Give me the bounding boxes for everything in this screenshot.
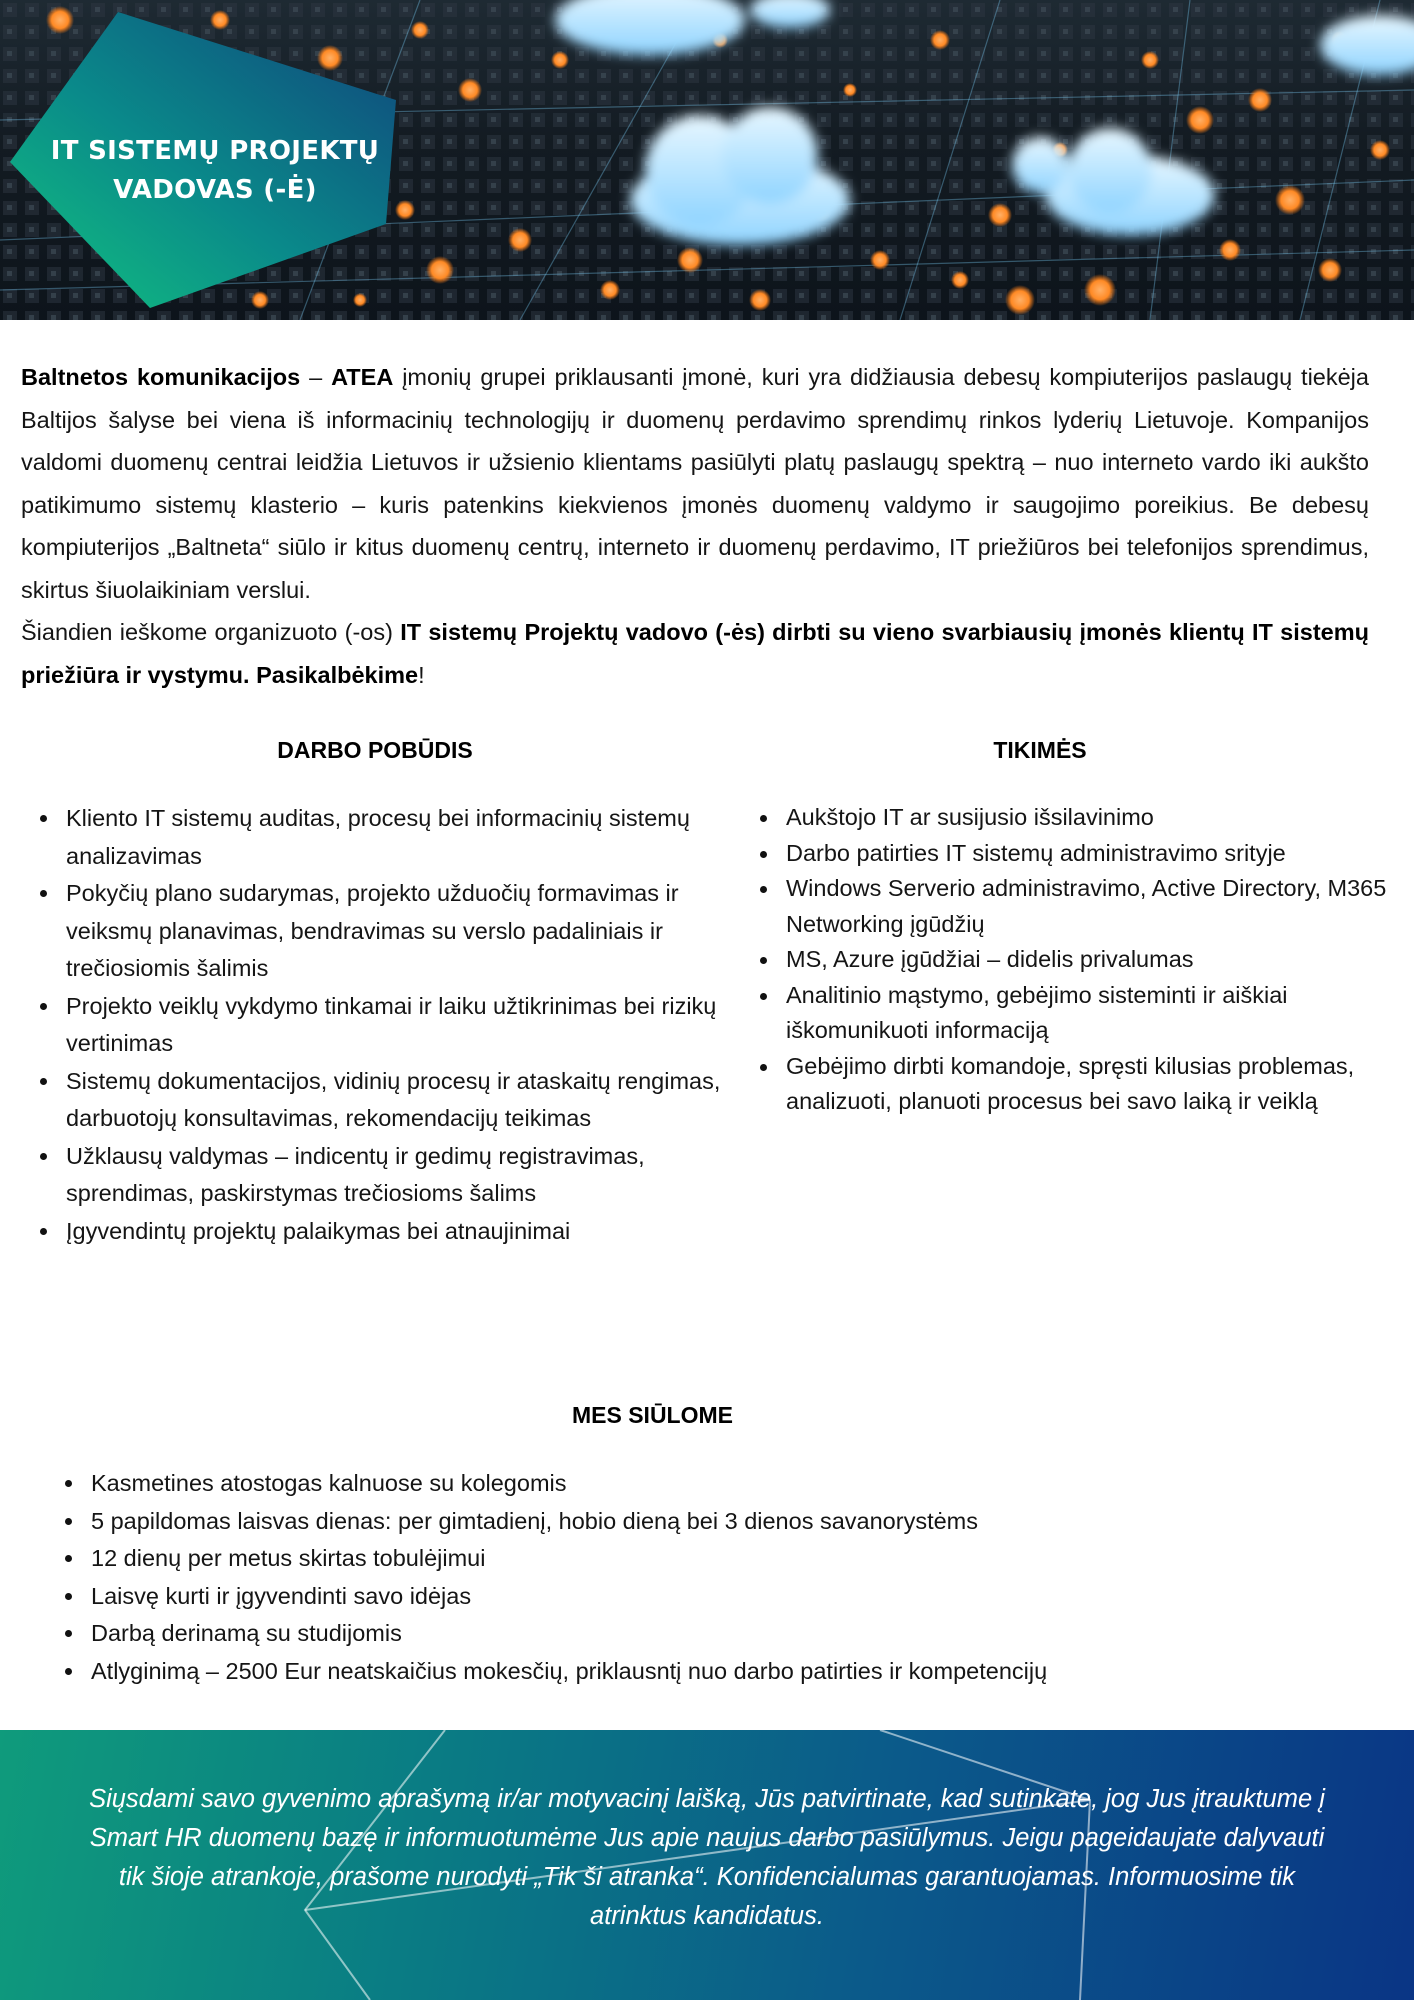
expectations-list xyxy=(750,800,1390,1120)
title-line-2: VADOVAS (-Ė) xyxy=(113,175,317,205)
list-item: 5 papildomas laisvas dienas: per gimtadienį, hobio dieną bei 3 dienos savanorystėms xyxy=(55,1503,1355,1541)
list-item: Analitinio mąstymo, gebėjimo sisteminti ir aiškiai iškomunikuoti informaciją xyxy=(750,978,1390,1049)
list-item: Gebėjimo dirbti komandoje, spręsti kilusias problemas, analizuoti, planuoti procesus bei savo laiką ir veiklą xyxy=(750,1049,1390,1120)
list-item: Kasmetines atostogas kalnuose su kolegomis xyxy=(55,1465,1355,1503)
privacy-notice: Siųsdami savo gyvenimo aprašymą ir/ar motyvacinį laišką, Jūs patvirtinate, kad sutinkate, jog Jus įtrauktume į Smart HR duomenų bazę ir informuotumėme Jus apie naujus darbo pasiūlymus. Jeigu pageidaujate dalyvauti tik šioje atrankoje, prašome nurodyti „Tik ši atranka“. Konfidencialumas garantuojamas. Informuosime tik atrinktus kandidatus. xyxy=(89,1785,1325,1930)
list-item: Projekto veiklų vykdymo tinkamai ir laiku užtikrinimas bei rizikų vertinimas xyxy=(30,988,730,1063)
list-item: Darbą derinamą su studijomis xyxy=(55,1615,1355,1653)
list-item: Laisvę kurti ir įgyvendinti savo idėjas xyxy=(55,1578,1355,1616)
offer-list xyxy=(55,1465,1355,1690)
group-name: ATEA xyxy=(331,364,394,390)
hero-banner xyxy=(0,0,1414,320)
list-item: Pokyčių plano sudarymas, projekto užduočių formavimas ir veiksmų planavimas, bendravimas su verslo padaliniais ir trečiosiomis šalimis xyxy=(30,875,730,988)
list-item: Užklausų valdymas – indicentų ir gedimų registravimas, sprendimas, paskirstymas trečiosioms šalims xyxy=(30,1138,730,1213)
job-title-badge xyxy=(10,12,396,308)
list-item: Windows Serverio administravimo, Active Directory, M365 Networking įgūdžių xyxy=(750,871,1390,942)
page-title xyxy=(40,132,390,210)
list-item: MS, Azure įgūdžiai – didelis privalumas xyxy=(750,942,1390,978)
work-nature-heading: DARBO POBŪDIS xyxy=(277,737,473,763)
role-description: IT sistemų Projektų vadovo (-ės) dirbti su vieno svarbiausių įmonės klientų IT sistemų priežiūra ir vystymu. Pasikalbėkime xyxy=(21,619,1369,688)
list-item: Darbo patirties IT sistemų administravimo srityje xyxy=(750,836,1390,872)
list-item: Kliento IT sistemų auditas, procesų bei informacinių sistemų analizavimas xyxy=(30,800,730,875)
list-item: Aukštojo IT ar susijusio išsilavinimo xyxy=(750,800,1390,836)
list-item: Atlyginimą – 2500 Eur neatskaičius mokesčių, priklausntį nuo darbo patirties ir kompetencijų xyxy=(55,1653,1355,1691)
intro-seeking-text: Šiandien ieškome organizuoto (-os) xyxy=(21,619,401,645)
intro-exclamation: ! xyxy=(418,661,425,688)
title-line-1: IT SISTEMŲ PROJEKTŲ xyxy=(50,136,380,166)
intro-text: įmonių grupei priklausanti įmonė, kuri yra didžiausia debesų kompiuterijos paslaugų tiekėja Baltijos šalyse bei viena iš informacinių technologijų ir duomenų perdavimo sprendimų rinkos lyderių Lietuvoje. Kompanijos valdomi duomenų centrai leidžia Lietuvos ir užsienio klientams pasiūlyti platų paslaugų spektrą – nuo interneto vardo iki aukšto patikimumo sistemų klasterio – kuris patenkins kiekvienos įmonės duomenų valdymo ir saugojimo poreikius. Be debesų kompiuterijos „Baltneta“ siūlo ir kitus duomenų centrų, interneto ir duomenų perdavimo, IT priežiūros bei telefonijos sprendimus, skirtus šiuolaikiniam verslui. xyxy=(21,364,1369,603)
work-nature-list xyxy=(30,800,730,1250)
expectations-heading: TIKIMĖS xyxy=(993,737,1087,763)
list-item: 12 dienų per metus skirtas tobulėjimui xyxy=(55,1540,1355,1578)
intro-paragraph xyxy=(21,356,1369,696)
offer-section xyxy=(55,1395,1355,1690)
work-nature-section xyxy=(30,730,730,1250)
footer-banner xyxy=(0,1730,1414,2000)
list-item: Įgyvendintų projektų palaikymas bei atnaujinimai xyxy=(30,1213,730,1251)
intro-dash: – xyxy=(300,364,332,390)
list-item: Sistemų dokumentacijos, vidinių procesų ir ataskaitų rengimas, darbuotojų konsultavimas, rekomendacijų teikimas xyxy=(30,1063,730,1138)
company-name: Baltnetos komunikacijos xyxy=(21,364,301,390)
offer-heading: MES SIŪLOME xyxy=(571,1402,733,1428)
expectations-section xyxy=(750,730,1390,1120)
